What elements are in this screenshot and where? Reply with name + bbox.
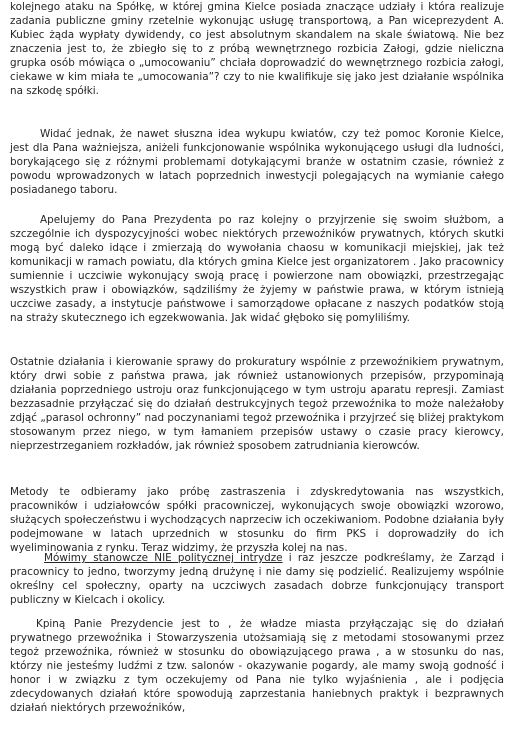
paragraph-2: Widać jednak, że nawet słuszna idea wykupu kwiatów, czy też pomoc Koronie Kielce, jest dla Pana ważniejsza, aniżeli funkcjonowanie wspólnika wykonującego usługi dla ludności, borykającego się z różnymi problemami dotykającymi branże w ostatnim czasie, również z powodu wprowadzonych w latach poprzednich inwestycji polegających na wymianie całego posiadanego taboru.: [10, 128, 504, 196]
paragraph-6-body: i raz jeszcze podkreślamy, że Zarząd i pracownicy to jedno, tworzymy jedną drużynę i nie damy się podzielić. Realizujemy wspólnie określny cel społeczny, oparty na uczciwych zasadach dobrze funkcjonujący transport publiczny w Kielcach i okolicy.: [10, 552, 504, 606]
paragraph-6: [10, 551, 504, 607]
paragraph-5: Metody te odbieramy jako próbę zastraszenia i zdyskredytowania nas wszystkich, pracowników i udziałowców spółki pracowniczej, wykonujących swoje obowiązki wzorowo, służących społeczeństwu i wychodzących naprzeciw ich oczekiwaniom. Podobne działania były podejmowane w latach uprzednich w stosunku do firm PKS i doprowadziły do ich wyeliminowania z rynku. Teraz widzimy, że przyszła kolej na nas.: [10, 486, 504, 554]
paragraph-6-lead: Mówimy stanowcze NIE politycznej intrydze: [44, 552, 283, 564]
paragraph-7: Kpiną Panie Prezydencie jest to , że władze miasta przyłączając się do działań prywatnego przewoźnika i Stowarzyszenia utożsamiają się z metodami stosowanymi przez tegoż przewoźnika, również w stosunku do obowiązującego prawa , a w stosunku do nas, którzy nie jesteśmy ludźmi z tzw. salonów - okazywanie pogardy, ale mamy swoją godność i honor i w związku z tym oczekujemy od Pana nie tylko wyjaśnienia , ale i podjęcia zdecydowanych działań które spowodują zaprzestania haniebnych praktyk i bezprawnych działań niektórych przewoźników,: [10, 618, 504, 714]
paragraph-1: kolejnego ataku na Spółkę, w której gmina Kielce posiada znaczące udziały i która realizuje zadania publiczne gminy rzetelnie wykonując usługę transportową, a Pan wiceprezydent A. Kubiec żąda wypłaty dywidendy, co jest absolutnym skandalem na skale światową. Nie bez znaczenia jest to, że zbiegło się to z próbą wewnętrznego rozbicia Załogi, gdzie nieliczna grupka osób mówiąca o „umocowaniu” chciała doprowadzić do wewnętrznego rozbicia załogi, ciekawe w kim miała te „umocowania”? czy to nie kwalifikuje się jako jest działanie wspólnika na szkodę spółki.: [10, 1, 504, 97]
paragraph-4: Ostatnie działania i kierowanie sprawy do prokuratury wspólnie z przewoźnikiem prywatnym, który drwi sobie z państwa prawa, jak również ustanowionych przepisów, przypominają działania poprzedniego ustroju oraz funkcjonującego w tym ustroju aparatu represji. Zamiast bezzasadnie przyłączać się do działań destrukcyjnych tegoż przewoźnika to może należałoby zdjąć „parasol ochronny” nad poczynaniami tegoż przewoźnika i przyjrzeć się bliżej praktykom stosowanym przez niego, w tym łamaniem przepisów ustawy o czasie pracy kierowcy, nieprzestrzeganiem rozkładów, jak również sposobem zatrudniania kierowców.: [10, 356, 504, 452]
paragraph-3: Apelujemy do Pana Prezydenta po raz kolejny o przyjrzenie się swoim służbom, a szczególnie ich dyspozycyjności wobec niektórych przewoźników prywatnych, których skutki mogą być daleko idące i zmierzają do wywołania chaosu w komunikacji miejskiej, jak też komunikacji w ramach powiatu, dla których gmina Kielce jest organizatorem . Jako pracownicy sumiennie i uczciwie wykonujący swoją pracę i powierzone nam obowiązki, przestrzegając wszystkich praw i obowiązków, sądziliśmy że żyjemy w państwie prawa, w którym istnieją uczciwe zasady, a instytucje państwowe i samorządowe opłacane z naszych podatków stoją na straży skutecznego ich egzekwowania. Jak widać głęboko się pomyliliśmy.: [10, 214, 504, 324]
